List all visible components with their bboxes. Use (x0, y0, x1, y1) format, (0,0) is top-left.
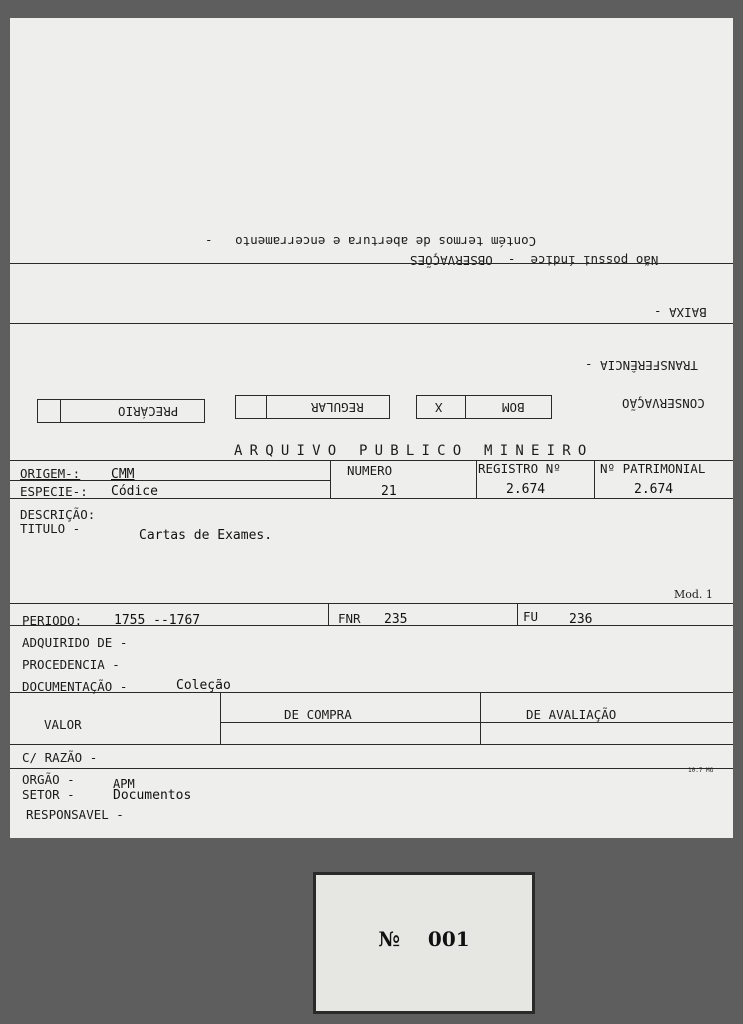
row-line-razao-bottom (10, 768, 733, 769)
titulo-value: Cartas de Exames. (139, 528, 273, 543)
institution-header: ARQUIVO PUBLICO MINEIRO (234, 443, 594, 459)
conservacao-regular-box (235, 395, 390, 419)
adquirido-label: ADQUIRIDO DE - (22, 635, 128, 650)
printer-code: 10.7 MG (688, 767, 714, 774)
col-divider-3 (594, 460, 595, 498)
orgao-value: APM (113, 777, 135, 791)
baixa-field: BAIXA - (654, 305, 707, 320)
fu-label: FU (523, 609, 539, 624)
transferencia-field: TRANSFERÊNCIA - (585, 358, 698, 373)
row-line-valor-mid (220, 722, 733, 723)
procedencia-label: PROCEDENCIA - (22, 657, 120, 672)
form-code: Mod. 1 (674, 588, 713, 601)
col-divider-1 (330, 460, 331, 498)
col-divider-fnr (328, 603, 329, 625)
periodo-value: 1755 --1767 (114, 613, 201, 628)
especie-value: Códice (111, 484, 158, 499)
numero-value: 21 (381, 484, 397, 499)
orgao-label: ORGÃO - (22, 772, 75, 787)
stamp-number: 001 (427, 927, 470, 951)
col-divider-2 (476, 460, 477, 498)
valor-compra-label: DE COMPRA (284, 707, 352, 722)
periodo-label: PERIODO: (22, 613, 83, 628)
fnr-label: FNR (338, 611, 361, 626)
conservacao-regular-label: REGULAR (311, 400, 364, 415)
row-line-valor-bottom (10, 744, 733, 745)
setor-value: Documentos (113, 788, 192, 803)
divider-observacoes (10, 263, 733, 264)
valor-label: VALOR (44, 717, 82, 732)
razao-label: C/ RAZÃO - (22, 750, 98, 765)
responsavel-label: RESPONSAVEL - (26, 807, 124, 822)
row-line-valor-top (10, 692, 733, 693)
descricao-label: DESCRIÇÃO: (20, 507, 96, 522)
conservacao-label: CONSERVAÇÃO (622, 396, 705, 411)
registro-value: 2.674 (506, 482, 546, 497)
row-line-periodo-bottom (10, 625, 733, 626)
number-stamp (313, 872, 535, 1014)
observacoes-line1: Não possui índice - OBSERVAÇÕES (410, 253, 659, 268)
registro-label: REGISTRO Nº (478, 461, 561, 476)
especie-label: ESPECIE-: (20, 484, 88, 499)
conservacao-bom-label: BOM (502, 400, 525, 415)
patrimonial-value: 2.674 (634, 482, 674, 497)
divider-baixa (10, 323, 733, 324)
documentacao-label: DOCUMENTAÇÃO - (22, 679, 128, 694)
fu-value: 236 (569, 612, 593, 627)
col-divider-valor (220, 692, 221, 744)
conservacao-precario-label: PRECÁRIO (118, 404, 179, 419)
numero-label: NUMERO (347, 463, 393, 478)
col-divider-fu (517, 603, 518, 625)
conservacao-bom-box (416, 395, 552, 419)
catalog-card (10, 18, 733, 838)
conservacao-precario-box (37, 399, 205, 423)
patrimonial-label: Nº PATRIMONIAL (600, 461, 706, 476)
stamp-symbol: № (378, 927, 401, 951)
documentacao-value: Coleção (176, 678, 231, 693)
titulo-label: TITULO - (20, 521, 81, 536)
observacoes-line2: Contém termos de abertura e encerramento - (205, 234, 537, 249)
fnr-value: 235 (384, 612, 408, 627)
col-divider-avaliacao (480, 692, 481, 744)
valor-avaliacao-label: DE AVALIAÇÃO (526, 707, 617, 722)
origem-label: ORIGEM-: (20, 466, 81, 481)
conservacao-bom-mark: X (435, 400, 443, 415)
setor-label: SETOR - (22, 787, 75, 802)
row-line-periodo-top (10, 603, 733, 604)
origem-value: CMM (111, 467, 135, 482)
